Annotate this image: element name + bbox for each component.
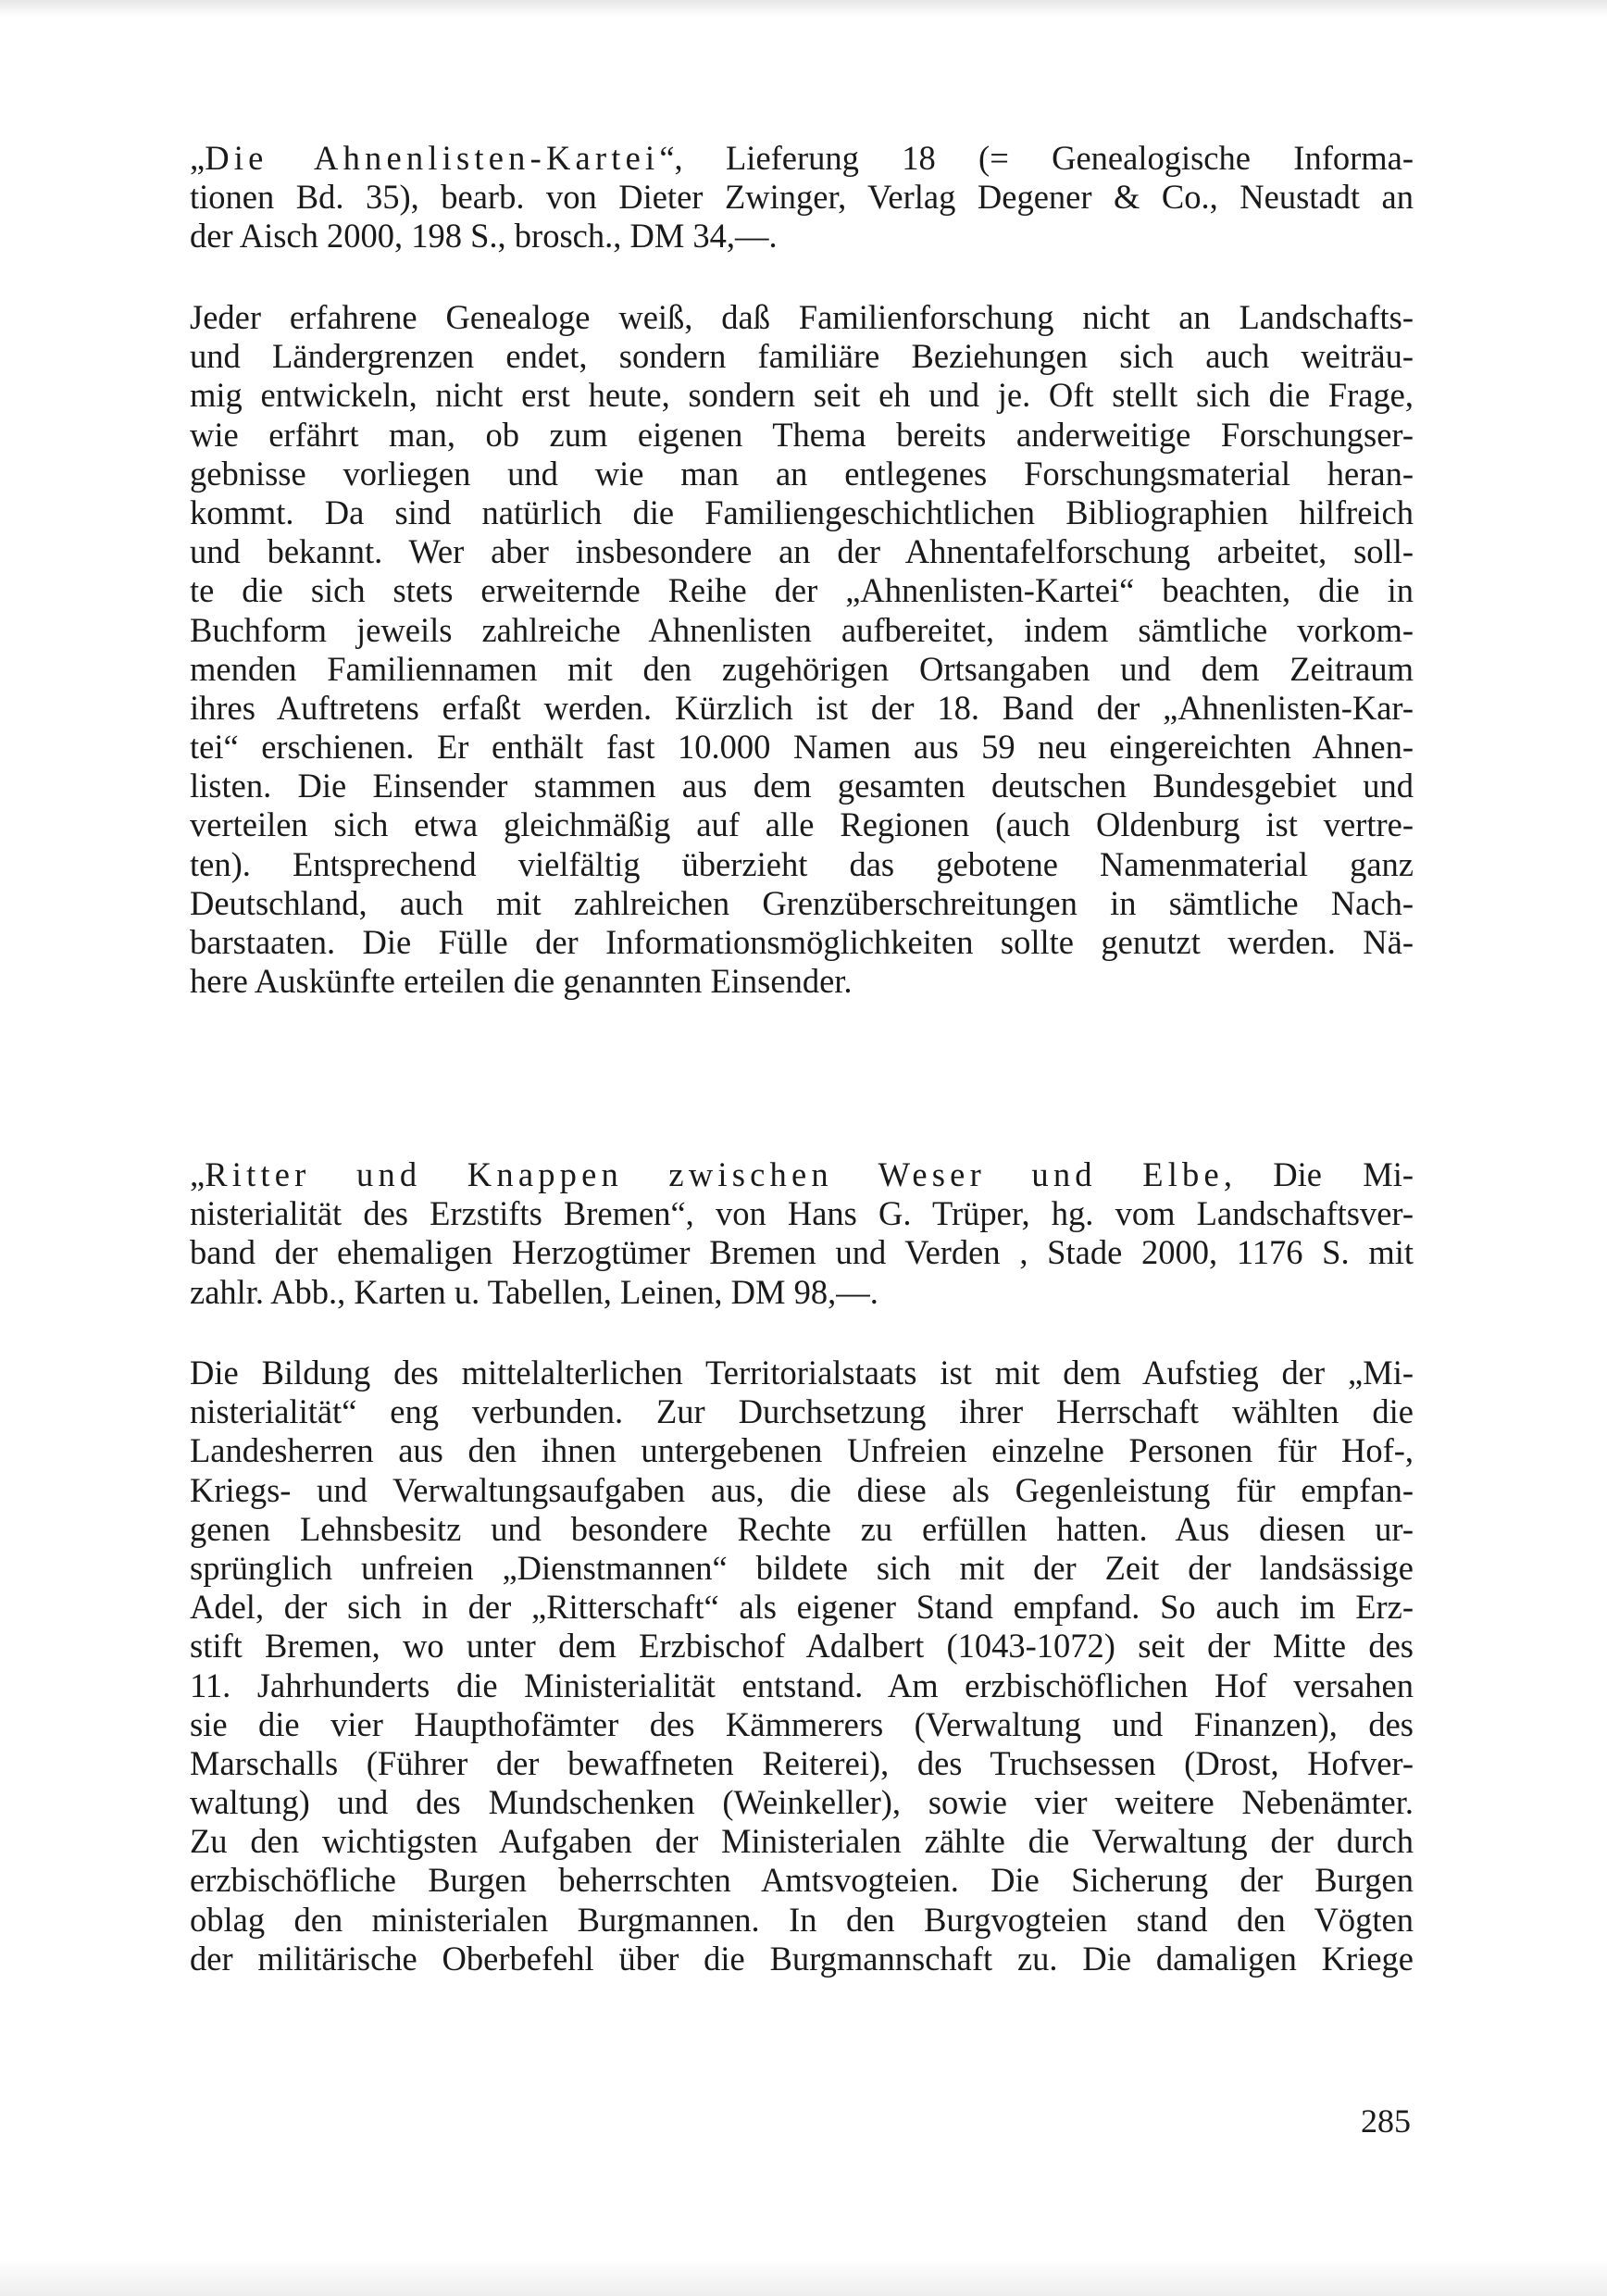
review-2-body-line: der militärische Oberbefehl über die Burgmannschaft zu. Die damaligen Kriege: [190, 1939, 1414, 1978]
review-1-body-line: here Auskünfte erteilen die genannten Einsender.: [190, 962, 853, 1001]
review-2-title: Ritter und Knappen zwischen Weser und Elbe: [205, 1155, 1224, 1193]
review-1-body-line: Buchform jeweils zahlreiche Ahnenlisten aufbereitet, indem sämtliche vorkom-: [190, 610, 1414, 649]
review-2-body-line: nisterialität“ eng verbunden. Zur Durchsetzung ihrer Herrschaft wählten die: [190, 1392, 1414, 1431]
review-2-body-line: 11. Jahrhunderts die Ministerialität entstand. Am erzbischöflichen Hof versahen: [190, 1666, 1414, 1704]
review-1-citation-line-1: [190, 139, 1414, 178]
review-1-citation-line-3: der Aisch 2000, 198 S., brosch., DM 34,—.: [190, 217, 778, 256]
review-2-body-line: oblag den ministerialen Burgmannen. In den Burgvogteien stand den Vögten: [190, 1900, 1414, 1939]
review-1-body-line: und bekannt. Wer aber insbesondere an der Ahnentafelforschung arbeitet, soll-: [190, 532, 1414, 571]
review-2-citation-line-3: band der ehemaligen Herzogtümer Bremen und Verden , Stade 2000, 1176 S. mit: [190, 1233, 1414, 1272]
review-1-body-line: und Ländergrenzen endet, sondern familiäre Beziehungen sich auch weiträu-: [190, 337, 1414, 376]
review-1-opening-quote: „: [190, 139, 206, 177]
review-2-citation: [190, 1155, 1414, 1312]
review-1-body-line: tei“ erschienen. Er enthält fast 10.000 Namen aus 59 neu eingereichten Ahnen-: [190, 728, 1414, 767]
review-2-opening-quote: „: [190, 1155, 206, 1193]
review-1-body-line: wie erfährt man, ob zum eigenen Thema bereits anderweitige Forschungser-: [190, 415, 1414, 454]
review-1-body-line: barstaaten. Die Fülle der Informationsmöglichkeiten sollte genutzt werden. Nä-: [190, 923, 1414, 961]
review-1-citation-rest: “, Lieferung 18 (= Genealogische Informa-: [659, 139, 1414, 177]
review-2-citation-line-2: nisterialität des Erzstifts Bremen“, von Hans G. Trüper, hg. vom Landschaftsver-: [190, 1194, 1414, 1233]
review-1-body-line: verteilen sich etwa gleichmäßig auf alle Regionen (auch Oldenburg ist vertre-: [190, 805, 1414, 844]
review-2-body-line: sprünglich unfreien „Dienstmannen“ bildete sich mit der Zeit der landsässige: [190, 1548, 1414, 1587]
review-1-body-line: ten). Entsprechend vielfältig überzieht das gebotene Namenmaterial ganz: [190, 844, 1414, 883]
review-1-body-line: mig entwickeln, nicht erst heute, sondern seit eh und je. Oft stellt sich die Frage,: [190, 376, 1414, 415]
review-1-body-line: kommt. Da sind natürlich die Familiengeschichtlichen Bibliographien hilfreich: [190, 493, 1414, 531]
review-2-body-line: sie die vier Haupthofämter des Kämmerers (Verwaltung und Finanzen), des: [190, 1704, 1414, 1743]
review-2-body-line: Landesherren aus den ihnen untergebenen Unfreien einzelne Personen für Hof-,: [190, 1431, 1414, 1470]
scan-shadow-top: [0, 0, 1607, 17]
review-1-body-line: Deutschland, auch mit zahlreichen Grenzüberschreitungen in sämtliche Nach-: [190, 883, 1414, 922]
review-2-body-line: Marschalls (Führer der bewaffneten Reiterei), des Truchsessen (Drost, Hofver-: [190, 1743, 1414, 1782]
review-2-body-line: Adel, der sich in der „Ritterschaft“ als eigener Stand empfand. So auch im Erz-: [190, 1588, 1414, 1627]
review-1-citation: [190, 139, 1414, 256]
review-1-body-line: Jeder erfahrene Genealoge weiß, daß Familienforschung nicht an Landschafts-: [190, 298, 1414, 336]
review-2-body-line: genen Lehnsbesitz und besondere Rechte zu erfüllen hatten. Aus diesen ur-: [190, 1509, 1414, 1548]
review-2-citation-line-1: [190, 1155, 1414, 1194]
review-1-body-line: ihres Auftretens erfaßt werden. Kürzlich ist der 18. Band der „Ahnenlisten-Kar-: [190, 688, 1414, 727]
review-1-body-line: menden Familiennamen mit den zugehörigen Ortsangaben und dem Zeitraum: [190, 649, 1414, 688]
review-2-citation-rest: , Die Mi-: [1223, 1155, 1414, 1193]
review-2-body-line: waltung) und des Mundschenken (Weinkeller), sowie vier weitere Nebenämter.: [190, 1783, 1414, 1822]
scan-shadow-bottom: [0, 2259, 1607, 2296]
review-2-body-line: erzbischöfliche Burgen beherrschten Amtsvogteien. Die Sicherung der Burgen: [190, 1861, 1414, 1900]
page-number: 285: [1361, 2103, 1411, 2140]
review-1-body-line: gebnisse vorliegen und wie man an entlegenes Forschungsmaterial heran-: [190, 454, 1414, 493]
review-1-body-line: te die sich stets erweiternde Reihe der „Ahnenlisten-Kartei“ beachten, die in: [190, 571, 1414, 610]
review-2-body-line: Zu den wichtigsten Aufgaben der Ministerialen zählte die Verwaltung der durch: [190, 1822, 1414, 1861]
review-1-title: Die Ahnenlisten-Kartei: [205, 139, 660, 177]
review-1-body-line: listen. Die Einsender stammen aus dem gesamten deutschen Bundesgebiet und: [190, 767, 1414, 805]
review-1-body: [190, 298, 1414, 1001]
review-2-body: [190, 1354, 1414, 1978]
review-2-citation-line-4: zahlr. Abb., Karten u. Tabellen, Leinen, DM 98,—.: [190, 1272, 878, 1311]
review-2-body-line: stift Bremen, wo unter dem Erzbischof Adalbert (1043-1072) seit der Mitte des: [190, 1627, 1414, 1666]
review-1-citation-line-2: tionen Bd. 35), bearb. von Dieter Zwinger, Verlag Degener & Co., Neustadt an: [190, 178, 1414, 217]
review-2-body-line: Die Bildung des mittelalterlichen Territorialstaats ist mit dem Aufstieg der „Mi-: [190, 1354, 1414, 1391]
review-2-body-line: Kriegs- und Verwaltungsaufgaben aus, die diese als Gegenleistung für empfan-: [190, 1470, 1414, 1509]
